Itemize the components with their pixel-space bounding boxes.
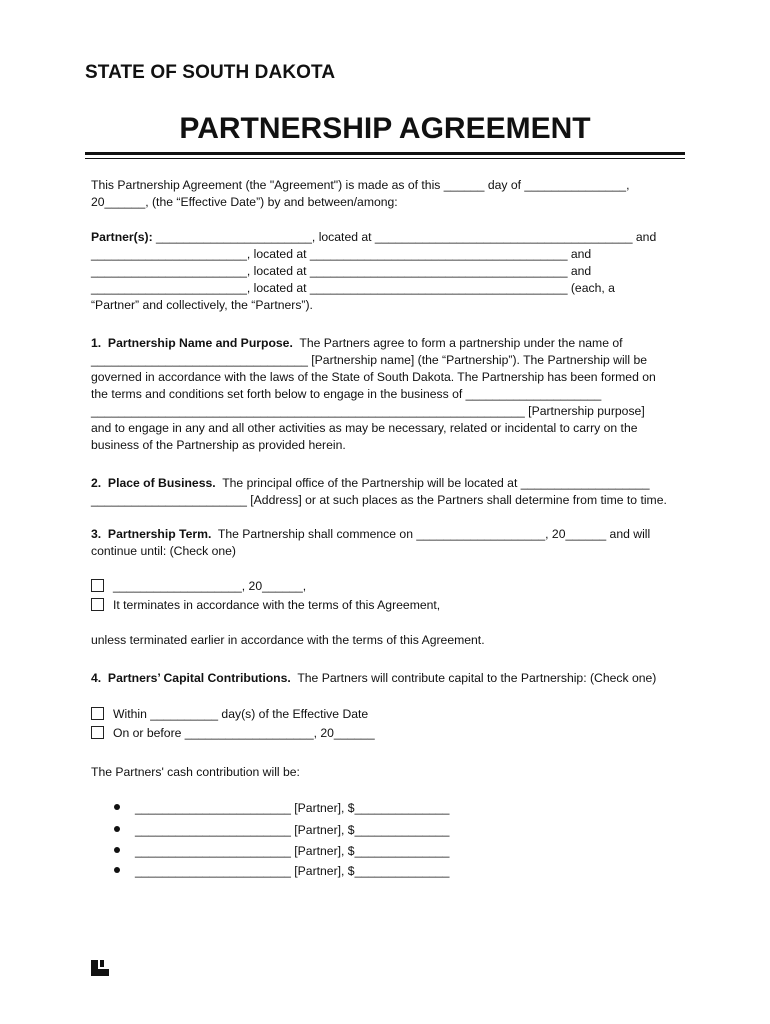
- section-1-heading: 1. Partnership Name and Purpose.: [91, 336, 293, 350]
- contribution-within-checkbox[interactable]: [91, 707, 104, 720]
- contribution-item: _______________________ [Partner], $______________: [135, 844, 450, 858]
- partners-row-3: _______________________, located at ______________________________________ and: [91, 264, 592, 278]
- cash-contribution-label: The Partners' cash contribution will be:: [91, 765, 300, 779]
- section-3-heading: 3. Partnership Term.: [91, 527, 212, 541]
- section-2-line-1-text: The principal office of the Partnership will be located at ___________________: [215, 476, 650, 490]
- term-agreement-label: It terminates in accordance with the terms of this Agreement,: [113, 598, 441, 612]
- bullet-icon: [114, 826, 120, 832]
- section-4-heading: 4. Partners’ Capital Contributions.: [91, 671, 291, 685]
- document-title: PARTNERSHIP AGREEMENT: [179, 112, 591, 145]
- section-1-line-2: ________________________________ [Partnership name] (the “Partnership”). The Partnership will be: [91, 353, 648, 367]
- bullet-icon: [114, 867, 120, 873]
- intro-line-1: This Partnership Agreement (the "Agreement") is made as of this ______ day of _______________,: [91, 178, 630, 192]
- bullet-icon: [114, 804, 120, 810]
- section-2-line-1: [91, 476, 650, 491]
- term-agreement-checkbox[interactable]: [91, 598, 104, 611]
- contribution-within-label: Within __________ day(s) of the Effective Date: [113, 707, 369, 721]
- bullet-icon: [114, 847, 120, 853]
- section-1-line-7: business of the Partnership as provided herein.: [91, 438, 346, 452]
- partners-row-4: _______________________, located at ______________________________________ (each, a: [91, 281, 615, 295]
- section-1-line-1: [91, 336, 623, 351]
- section-1-line-1-text: The Partners agree to form a partnership under the name of: [292, 336, 623, 350]
- section-2-line-2: _______________________ [Address] or at such places as the Partners shall determine from time to time.: [91, 493, 667, 507]
- term-date-checkbox[interactable]: [91, 579, 104, 592]
- section-1-line-4: the terms and conditions set forth below to engage in the business of ____________________: [91, 387, 602, 401]
- section-4-line-1: [91, 671, 656, 686]
- section-3-footer: unless terminated earlier in accordance with the terms of this Agreement.: [91, 633, 485, 647]
- section-1-line-6: and to engage in any and all other activities as may be necessary, related or incidental to carry on the: [91, 421, 638, 435]
- intro-line-2: 20______, (the “Effective Date”) by and between/among:: [91, 195, 398, 209]
- title-rule-thin: [85, 158, 685, 159]
- section-3-line-2: continue until: (Check one): [91, 544, 236, 558]
- section-2-heading: 2. Place of Business.: [91, 476, 216, 490]
- partners-row-1: [91, 230, 656, 245]
- contribution-item: _______________________ [Partner], $______________: [135, 823, 450, 837]
- contribution-before-label: On or before ___________________, 20______: [113, 726, 375, 740]
- section-3-line-1-text: The Partnership shall commence on ___________________, 20______ and will: [211, 527, 651, 541]
- partners-row-2: _______________________, located at ______________________________________ and: [91, 247, 592, 261]
- contribution-item: _______________________ [Partner], $______________: [135, 864, 450, 878]
- contribution-item: _______________________ [Partner], $______________: [135, 801, 450, 815]
- section-1-line-5: ________________________________________________________________ [Partnership purpose]: [91, 404, 645, 418]
- document-logo-icon: [91, 960, 109, 976]
- section-4-line-1-text: The Partners will contribute capital to the Partnership: (Check one): [290, 671, 657, 685]
- partners-row-1-text: _______________________, located at ______________________________________ and: [152, 230, 657, 244]
- state-heading: STATE OF SOUTH DAKOTA: [85, 62, 336, 83]
- section-3-line-1: [91, 527, 650, 542]
- title-rule-thick: [85, 152, 685, 155]
- partners-label: Partner(s):: [91, 230, 153, 244]
- term-date-label: ___________________, 20______,: [113, 579, 307, 593]
- partners-row-5: “Partner” and collectively, the “Partners”).: [91, 298, 313, 312]
- section-1-line-3: governed in accordance with the laws of the State of South Dakota. The Partnership has been formed on: [91, 370, 656, 384]
- contribution-before-checkbox[interactable]: [91, 726, 104, 739]
